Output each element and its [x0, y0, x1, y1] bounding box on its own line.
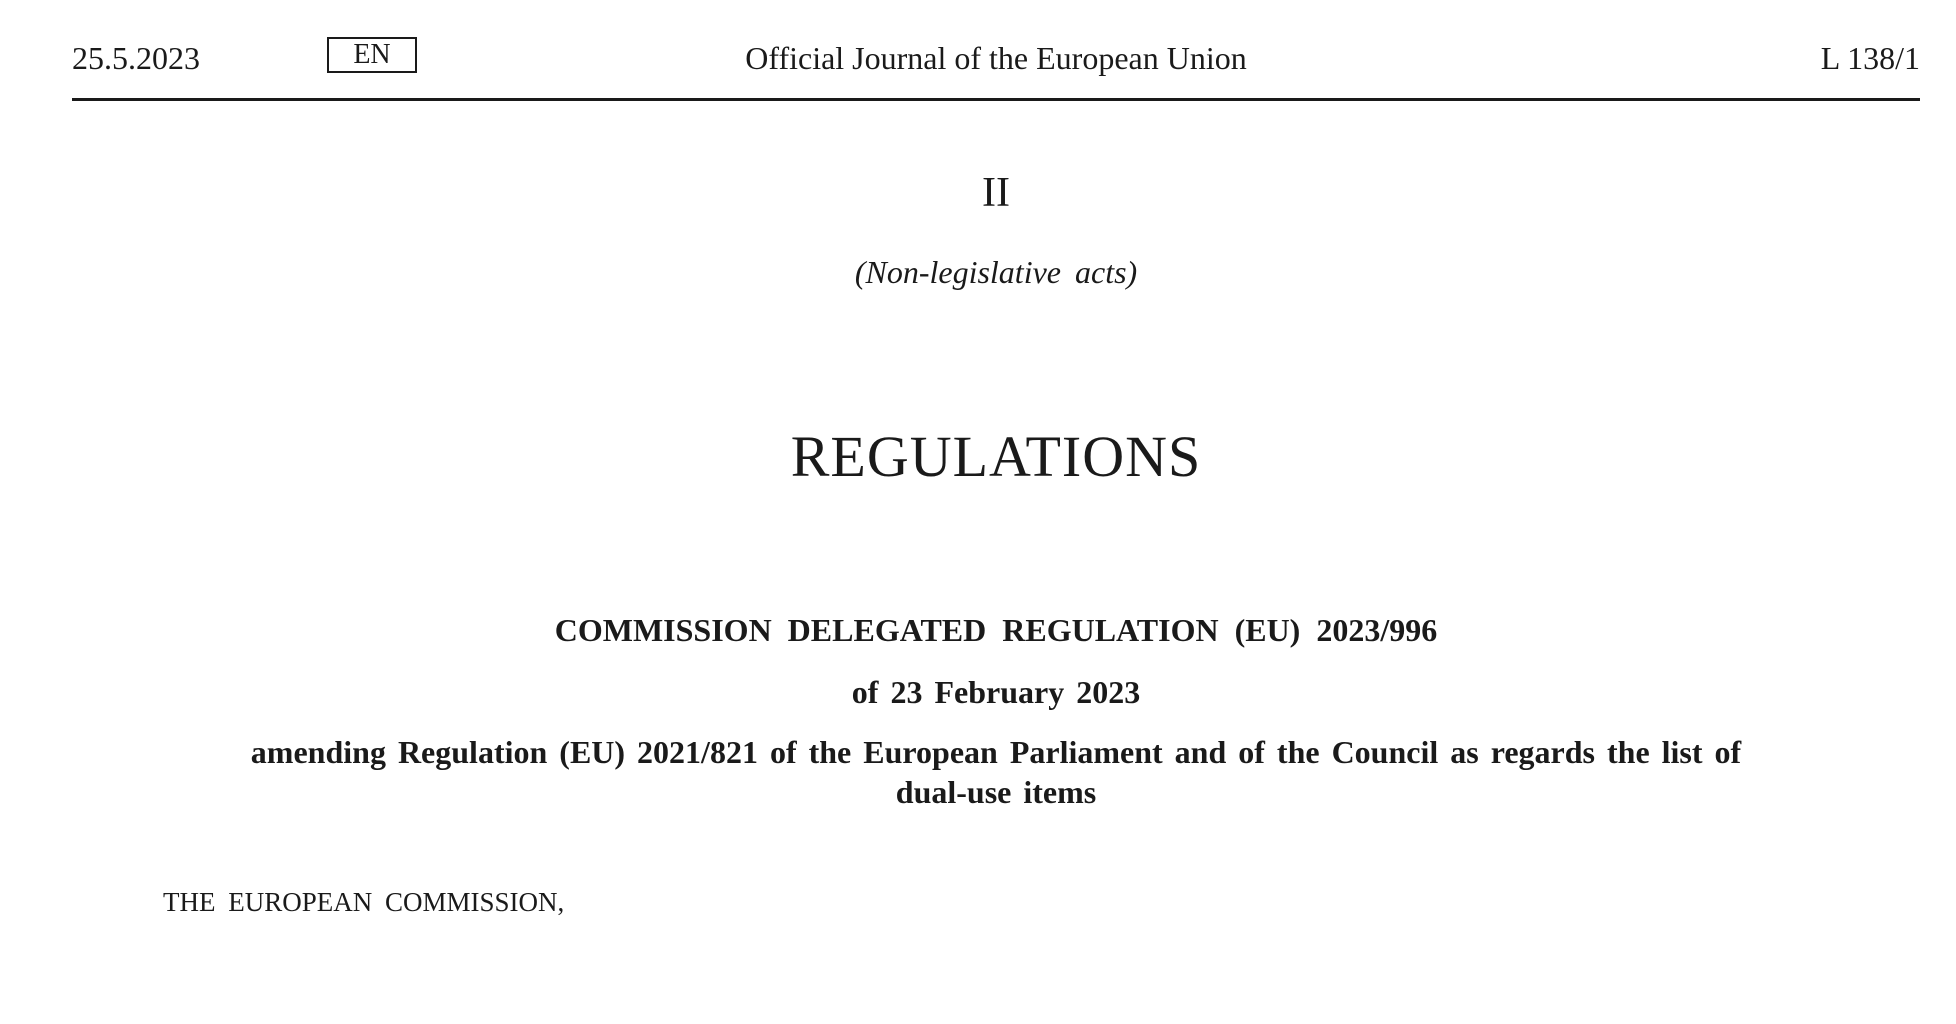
language-badge: EN	[327, 37, 417, 73]
publication-date: 25.5.2023	[72, 40, 200, 76]
regulation-title: COMMISSION DELEGATED REGULATION (EU) 2023/996	[554, 612, 1438, 648]
journal-title: Official Journal of the European Union	[745, 40, 1247, 76]
page-reference: L 138/1	[1820, 40, 1920, 76]
part-number: II	[982, 170, 1010, 216]
section-heading: REGULATIONS	[790, 424, 1202, 489]
part-subtitle: (Non-legislative acts)	[854, 254, 1138, 290]
regulation-date: of 23 February 2023	[851, 674, 1141, 710]
regulation-subject: amending Regulation (EU) 2021/821 of the European Parliament and of the Council as regards the list of dual-use items	[250, 734, 1742, 810]
journal-header	[72, 28, 1920, 101]
preamble-opening: THE EUROPEAN COMMISSION,	[163, 887, 565, 917]
